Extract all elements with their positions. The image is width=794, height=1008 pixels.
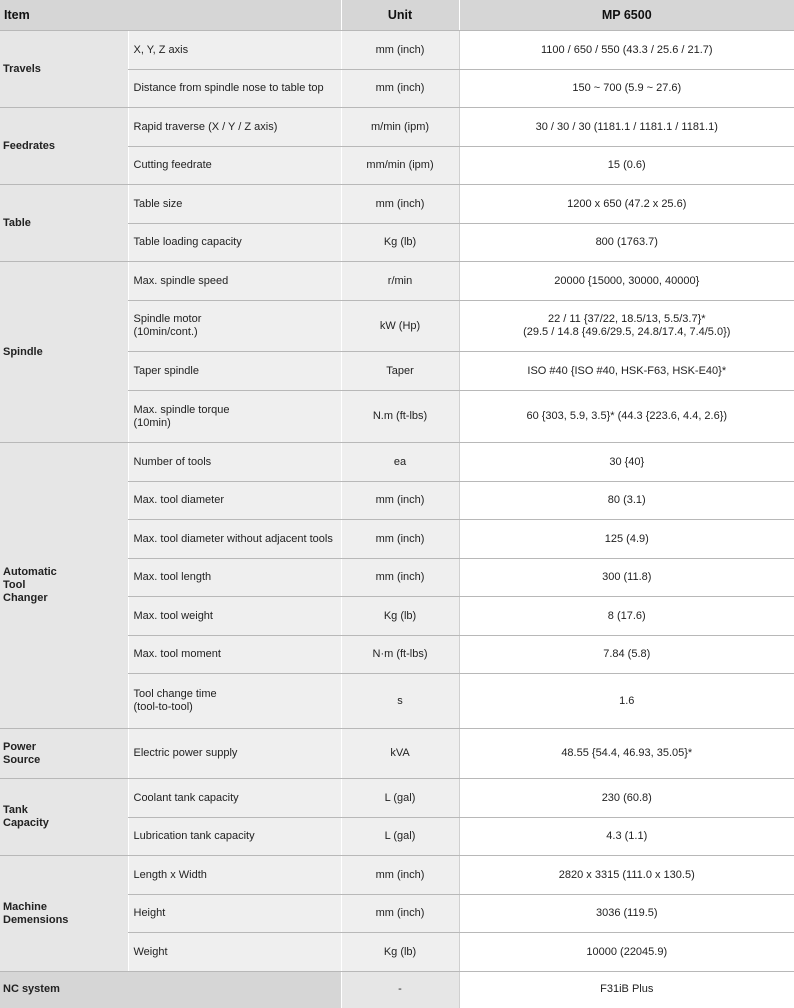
table-row [0,856,794,895]
table-row [0,972,794,1008]
spec-unit: kVA [341,729,459,779]
spec-value: 300 (11.8) [459,559,794,597]
spec-value: 20000 {15000, 30000, 40000} [459,262,794,301]
spec-name: Max. tool diameter without adjacent tools [128,520,341,559]
spec-unit: - [341,972,459,1008]
spec-value: 15 (0.6) [459,147,794,185]
spec-name: X, Y, Z axis [128,31,341,70]
spec-unit: Kg (lb) [341,597,459,636]
spec-name: Weight [128,933,341,972]
header-item: Item [0,0,341,31]
spec-unit: r/min [341,262,459,301]
category-table: Table [0,185,128,262]
spec-name: Spindle motor (10min/cont.) [128,301,341,352]
spec-value: 1200 x 650 (47.2 x 25.6) [459,185,794,224]
spec-name: Taper spindle [128,352,341,391]
spec-name: Lubrication tank capacity [128,818,341,856]
header-model: MP 6500 [459,0,794,31]
spec-name: Coolant tank capacity [128,779,341,818]
category-nc-system: NC system [0,972,341,1008]
spec-value: 1.6 [459,674,794,729]
spec-value: F31iB Plus [459,972,794,1008]
spec-value: 230 (60.8) [459,779,794,818]
category-spindle: Spindle [0,262,128,443]
spec-value: 30 / 30 / 30 (1181.1 / 1181.1 / 1181.1) [459,108,794,147]
spec-unit: mm (inch) [341,185,459,224]
spec-value: 80 (3.1) [459,482,794,520]
spec-unit: ea [341,443,459,482]
spec-unit: Kg (lb) [341,224,459,262]
spec-unit: mm (inch) [341,856,459,895]
spec-unit: mm (inch) [341,559,459,597]
spec-value: 60 {303, 5.9, 3.5}* (44.3 {223.6, 4.4, 2.6}) [459,391,794,443]
spec-value: 3036 (119.5) [459,895,794,933]
spec-name: Max. tool moment [128,636,341,674]
category-feedrates: Feedrates [0,108,128,185]
spec-unit: s [341,674,459,729]
spec-unit: N·m (ft-lbs) [341,636,459,674]
spec-unit: mm (inch) [341,520,459,559]
table-row [0,108,794,147]
spec-unit: m/min (ipm) [341,108,459,147]
spec-unit: mm (inch) [341,70,459,108]
spec-name: Rapid traverse (X / Y / Z axis) [128,108,341,147]
spec-value: 1100 / 650 / 550 (43.3 / 25.6 / 21.7) [459,31,794,70]
spec-value: 30 {40} [459,443,794,482]
spec-unit: kW (Hp) [341,301,459,352]
category-tank-capacity: Tank Capacity [0,779,128,856]
category-machine-dimensions: Machine Demensions [0,856,128,972]
spec-value: 2820 x 3315 (111.0 x 130.5) [459,856,794,895]
spec-value: 22 / 11 {37/22, 18.5/13, 5.5/3.7}* (29.5 / 14.8 {49.6/29.5, 24.8/17.4, 7.4/5.0}) [459,301,794,352]
spec-unit: Kg (lb) [341,933,459,972]
spec-unit: N.m (ft-lbs) [341,391,459,443]
spec-value: 125 (4.9) [459,520,794,559]
spec-name: Height [128,895,341,933]
spec-unit: mm (inch) [341,482,459,520]
spec-name: Max. tool length [128,559,341,597]
spec-name: Max. tool weight [128,597,341,636]
table-row [0,729,794,779]
spec-unit: mm/min (ipm) [341,147,459,185]
spec-name: Length x Width [128,856,341,895]
spec-name: Table loading capacity [128,224,341,262]
spec-name: Max. spindle speed [128,262,341,301]
table-row [0,779,794,818]
spec-value: 8 (17.6) [459,597,794,636]
spec-value: 7.84 (5.8) [459,636,794,674]
spec-name: Cutting feedrate [128,147,341,185]
category-atc: Automatic Tool Changer [0,443,128,729]
header-unit: Unit [341,0,459,31]
table-row [0,185,794,224]
table-row [0,262,794,301]
spec-value: ISO #40 {ISO #40, HSK-F63, HSK-E40}* [459,352,794,391]
spec-value: 48.55 {54.4, 46.93, 35.05}* [459,729,794,779]
spec-name: Electric power supply [128,729,341,779]
header-row [0,0,794,31]
spec-unit: L (gal) [341,779,459,818]
table-row [0,31,794,70]
spec-name: Tool change time (tool-to-tool) [128,674,341,729]
spec-unit: mm (inch) [341,31,459,70]
spec-name: Max. tool diameter [128,482,341,520]
table-row [0,443,794,482]
spec-value: 10000 (22045.9) [459,933,794,972]
spec-name: Distance from spindle nose to table top [128,70,341,108]
spec-name: Table size [128,185,341,224]
spec-name: Number of tools [128,443,341,482]
spec-name: Max. spindle torque (10min) [128,391,341,443]
spec-value: 800 (1763.7) [459,224,794,262]
spec-unit: mm (inch) [341,895,459,933]
spec-value: 150 ~ 700 (5.9 ~ 27.6) [459,70,794,108]
category-travels: Travels [0,31,128,108]
category-power-source: Power Source [0,729,128,779]
spec-value: 4.3 (1.1) [459,818,794,856]
spec-unit: L (gal) [341,818,459,856]
spec-unit: Taper [341,352,459,391]
